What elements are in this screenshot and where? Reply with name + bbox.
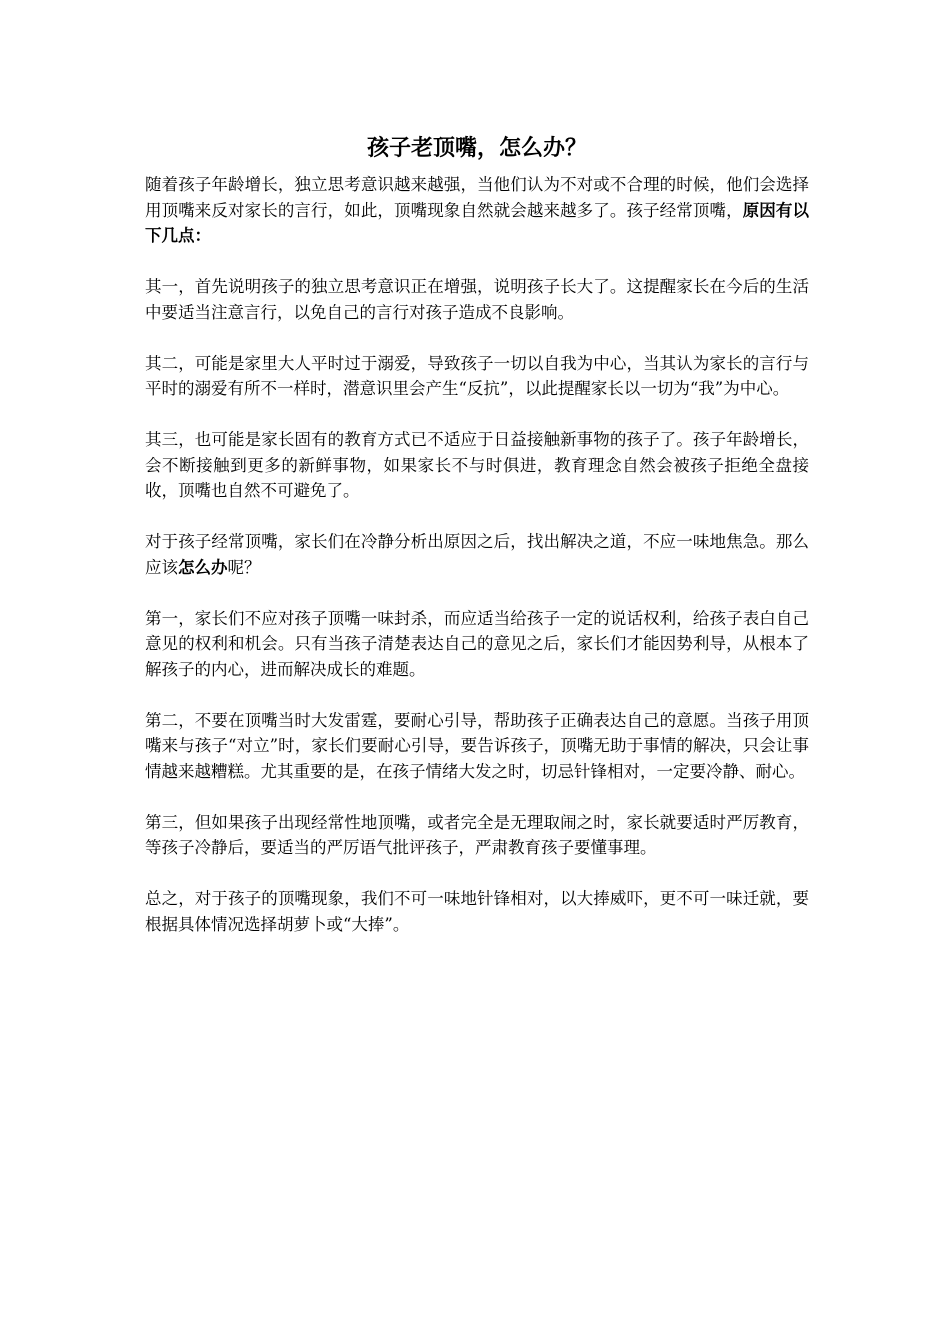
paragraph-text: 其三，也可能是家长固有的教育方式已不适应于日益接触新事物的孩子了。孩子年龄增长，会不断接触到更多的新鲜事物，如果家长不与时俱进，教育理念自然会被孩子拒绝全盘接收，顶嘴也自然不可避免了。 [145, 430, 809, 500]
paragraph-bold-text: 原因有以下几点： [145, 200, 810, 245]
paragraph-text: 其一，首先说明孩子的独立思考意识正在增强，说明孩子长大了。这提醒家长在今后的生活中要适当注意言行，以免自己的言行对孩子造成不良影响。 [145, 277, 809, 322]
paragraph-solution-1 [145, 606, 809, 683]
paragraph-intro [145, 172, 809, 249]
paragraph-text: 第一，家长们不应对孩子顶嘴一味封杀，而应适当给孩子一定的说话权利，给孩子表白自己意见的权利和机会。只有当孩子清楚表达自己的意见之后，家长们才能因势利导，从根本了解孩子的内心，进而解决成长的难题。 [145, 608, 809, 679]
paragraph-text: 随着孩子年龄增长，独立思考意识越来越强，当他们认为不对或不合理的时候，他们会选择用顶嘴来反对家长的言行，如此，顶嘴现象自然就会越来越多了。孩子经常顶嘴， [145, 175, 809, 220]
paragraph-text: 其二，可能是家里大人平时过于溺爱，导致孩子一切以自我为中心，当其认为家长的言行与平时的溺爱有所不一样时，潜意识里会产生“反抗”，以此提醒家长以一切为“我”为中心。 [145, 353, 809, 398]
paragraph-text-after: 呢？ [227, 557, 261, 577]
paragraph-solution-3 [145, 810, 809, 861]
document-title: 孩子老顶嘴，怎么办？ [366, 135, 587, 161]
paragraph-transition [145, 529, 809, 580]
paragraph-bold-text: 怎么办 [178, 557, 228, 577]
paragraph-text: 对于孩子经常顶嘴，家长们在冷静分析出原因之后，找出解决之道，不应一味地焦急。那么应该 [145, 532, 809, 577]
paragraph-reason-2 [145, 351, 809, 402]
paragraph-reason-1 [145, 274, 809, 325]
paragraph-text: 第二，不要在顶嘴当时大发雷霆，要耐心引导，帮助孩子正确表达自己的意愿。当孩子用顶嘴来与孩子“对立”时，家长们要耐心引导，要告诉孩子，顶嘴无助于事情的解决，只会让事情越来越糟糕。尤其重要的是，在孩子情绪大发之时，切忌针锋相对，一定要冷静、耐心。 [145, 710, 809, 781]
paragraph-conclusion [145, 886, 809, 937]
paragraph-text: 第三，但如果孩子出现经常性地顶嘴，或者完全是无理取闹之时，家长就要适时严厉教育，等孩子冷静后，要适当的严厉语气批评孩子，严肃教育孩子要懂事理。 [145, 812, 809, 857]
paragraph-solution-2 [145, 708, 809, 785]
paragraph-text: 总之，对于孩子的顶嘴现象，我们不可一味地针锋相对，以大捧威吓，更不可一味迁就，要根据具体情况选择胡萝卜或“大捧”。 [145, 889, 809, 934]
document-body [145, 128, 809, 963]
paragraph-reason-3 [145, 427, 809, 504]
